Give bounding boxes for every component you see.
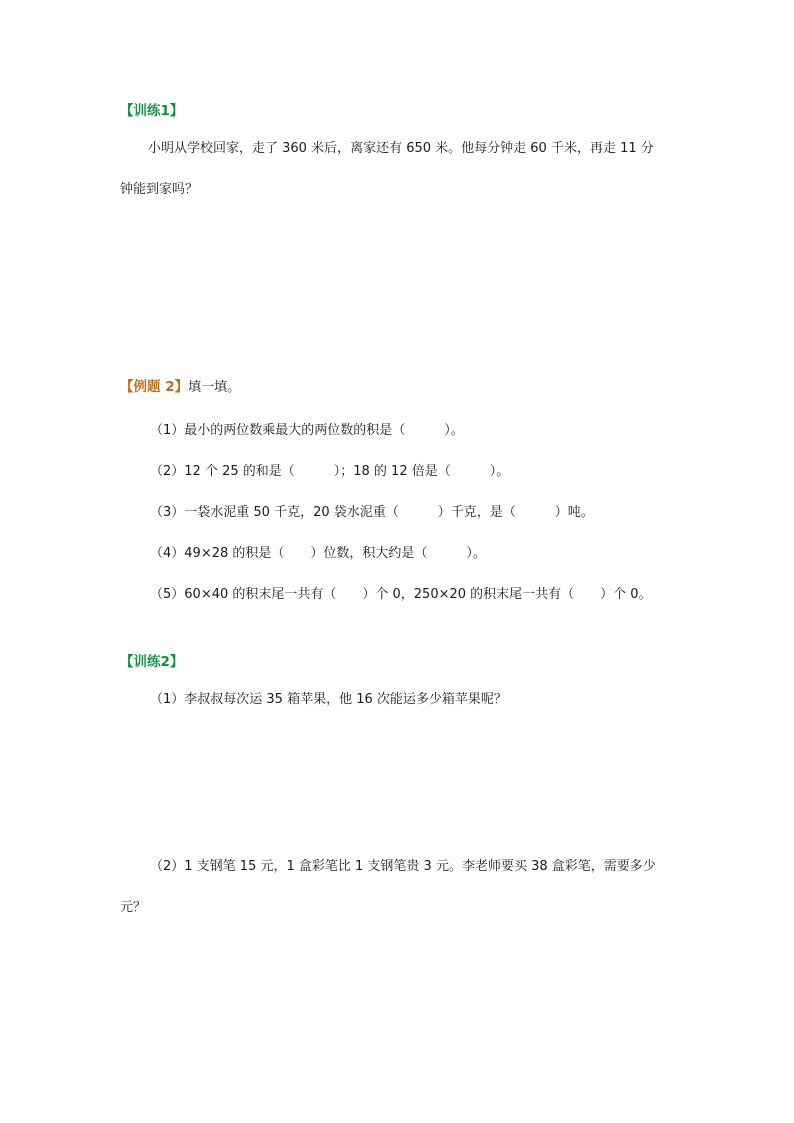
example2-heading xyxy=(120,378,240,397)
example2-title: 填一填。 xyxy=(188,380,241,395)
example2-item-2: （2）12 个 25 的和是（ ）；18 的 12 倍是（ ）。 xyxy=(150,464,510,479)
train2-question-2-line2: 元？ xyxy=(120,900,147,915)
train2-tag: 【训练2】 xyxy=(120,654,184,670)
train1-question-line2: 钟能到家吗？ xyxy=(120,182,199,197)
example2-item-3: （3）一袋水泥重 50 千克，20 袋水泥重（ ）千克，是（ ）吨。 xyxy=(150,505,594,520)
train1-tag: 【训练1】 xyxy=(120,103,184,119)
example2-item-4: （4）49×28 的积是（ ）位数，积大约是（ ）。 xyxy=(150,546,486,561)
train2-question-1: （1）李叔叔每次运 35 箱苹果，他 16 次能运多少箱苹果呢？ xyxy=(150,692,507,707)
train2-question-2-line1: （2）1 支钢笔 15 元，1 盒彩笔比 1 支钢笔贵 3 元。李老师要买 38 盒彩笔，需要多少 xyxy=(150,859,656,874)
example2-tag: 【例题 2】 xyxy=(120,379,189,395)
example2-item-1: （1）最小的两位数乘最大的两位数的积是（ ）。 xyxy=(150,423,464,438)
example2-item-5: （5）60×40 的积末尾一共有（ ）个 0，250×20 的积末尾一共有（ ）个 0。 xyxy=(150,587,652,602)
train1-question-line1: 小明从学校回家，走了 360 米后，离家还有 650 米。他每分钟走 60 千米，再走 11 分 xyxy=(148,141,654,156)
